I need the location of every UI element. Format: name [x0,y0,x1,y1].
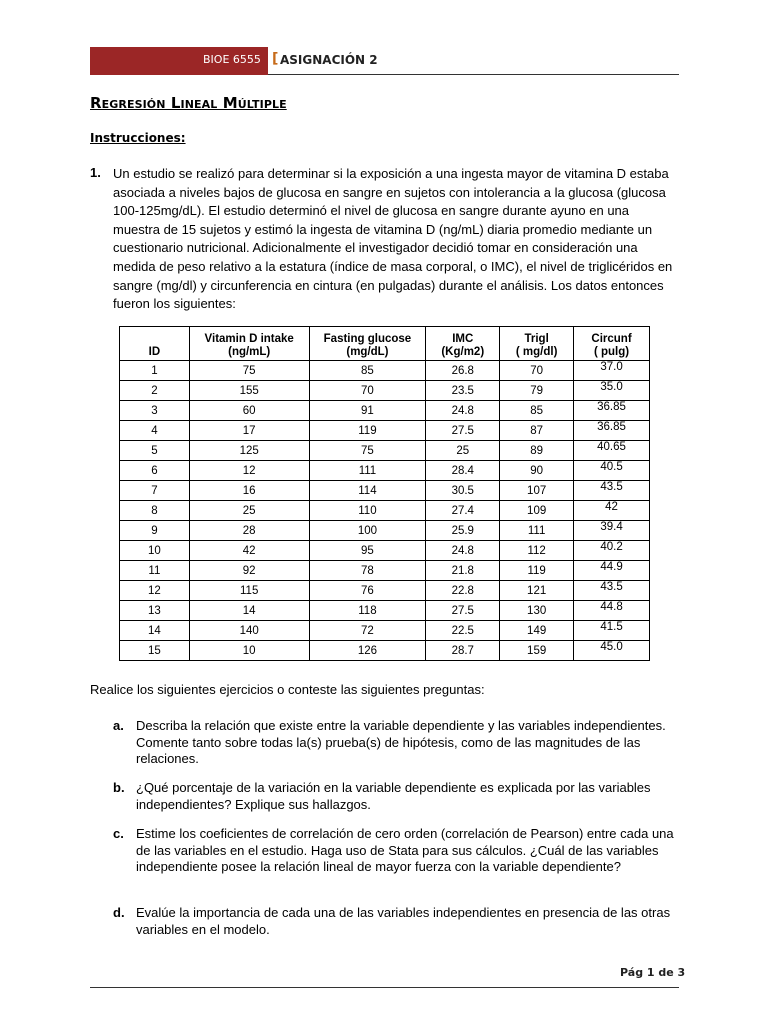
table-cell: 4 [120,421,190,441]
table-cell: 43.5 [574,581,650,601]
table-cell: 91 [309,401,426,421]
document-title: Regresión Lineal Múltiple [90,94,287,112]
table-cell: 14 [189,601,309,621]
table-cell: 85 [309,361,426,381]
table-row [120,621,650,641]
page-number: Pág 1 de 3 [620,966,686,979]
course-code: BIOE 6555 [203,53,261,66]
header-imc: IMC (Kg/m2) [426,327,500,361]
table-cell: 70 [309,381,426,401]
table-row [120,581,650,601]
table-cell: 28 [189,521,309,541]
header-circunf: Circunf ( pulg) [574,327,650,361]
header-vitamin-d: Vitamin D intake (ng/mL) [189,327,309,361]
table-cell: 9 [120,521,190,541]
table-cell: 25 [189,501,309,521]
item-b-label: b. [113,780,125,795]
table-cell: 112 [500,541,574,561]
table-cell: 5 [120,441,190,461]
header-id: ID [120,327,190,361]
table-cell: 41.5 [574,621,650,641]
table-cell: 11 [120,561,190,581]
exercises-lead: Realice los siguientes ejercicios o conteste las siguientes preguntas: [90,682,485,697]
table-cell: 12 [189,461,309,481]
table-row [120,641,650,661]
table-cell: 100 [309,521,426,541]
table-cell: 126 [309,641,426,661]
table-row [120,441,650,461]
table-cell: 60 [189,401,309,421]
table-cell: 16 [189,481,309,501]
header-trigl: Trigl ( mg/dl) [500,327,574,361]
table-cell: 35.0 [574,381,650,401]
table-cell: 15 [120,641,190,661]
table-cell: 40.65 [574,441,650,461]
table-cell: 27.5 [426,601,500,621]
table-row [120,421,650,441]
header-fasting-glucose: Fasting glucose (mg/dL) [309,327,426,361]
table-cell: 115 [189,581,309,601]
table-cell: 14 [120,621,190,641]
table-cell: 76 [309,581,426,601]
table-cell: 27.5 [426,421,500,441]
table-cell: 44.9 [574,561,650,581]
table-cell: 7 [120,481,190,501]
table-cell: 89 [500,441,574,461]
table-row [120,461,650,481]
table-cell: 159 [500,641,574,661]
table-row [120,501,650,521]
table-cell: 8 [120,501,190,521]
table-row [120,561,650,581]
table-cell: 155 [189,381,309,401]
table-cell: 125 [189,441,309,461]
item-a-label: a. [113,718,124,733]
table-cell: 42 [189,541,309,561]
table-row [120,401,650,421]
table-cell: 95 [309,541,426,561]
table-cell: 40.5 [574,461,650,481]
table-cell: 75 [189,361,309,381]
table-cell: 28.4 [426,461,500,481]
header-rule [268,74,679,75]
table-cell: 6 [120,461,190,481]
table-row [120,381,650,401]
table-cell: 92 [189,561,309,581]
table-cell: 36.85 [574,421,650,441]
table-cell: 121 [500,581,574,601]
table-cell: 110 [309,501,426,521]
item-c-text: Estime los coeficientes de correlación de cero orden (correlación de Pearson) entre cada una de las variables en el estudio. Haga uso de Stata para sus cálculos. ¿Cuál de las variables independiente posee la relación lineal de mayor fuerza con la variable dependiente? [136,826,674,874]
table-cell: 114 [309,481,426,501]
table-row [120,601,650,621]
item-b-text: ¿Qué porcentaje de la variación en la variable dependiente es explicada por las variables independientes? Explique sus hallazgos. [136,780,651,812]
item-d-text: Evalúe la importancia de cada una de las variables independientes en presencia de las otras variables en el modelo. [136,905,671,937]
instructions-label: Instrucciones: [90,131,186,145]
assignment-title: ASIGNACIÓN 2 [280,53,378,67]
table-row [120,481,650,501]
table-header-row [120,327,650,361]
table-cell: 109 [500,501,574,521]
table-cell: 140 [189,621,309,641]
table-cell: 10 [189,641,309,661]
table-cell: 24.8 [426,401,500,421]
table-cell: 70 [500,361,574,381]
table-cell: 40.2 [574,541,650,561]
table-cell: 85 [500,401,574,421]
table-cell: 22.8 [426,581,500,601]
table-cell: 149 [500,621,574,641]
table-cell: 17 [189,421,309,441]
table-row [120,361,650,381]
table-cell: 25 [426,441,500,461]
table-cell: 119 [309,421,426,441]
table-cell: 111 [500,521,574,541]
item-d-label: d. [113,905,125,920]
table-cell: 13 [120,601,190,621]
table-cell: 72 [309,621,426,641]
table-cell: 119 [500,561,574,581]
table-cell: 21.8 [426,561,500,581]
table-cell: 22.5 [426,621,500,641]
table-cell: 10 [120,541,190,561]
table-cell: 24.8 [426,541,500,561]
table-cell: 27.4 [426,501,500,521]
table-cell: 39.4 [574,521,650,541]
item-c-label: c. [113,826,124,841]
table-cell: 87 [500,421,574,441]
table-cell: 44.8 [574,601,650,621]
table-cell: 111 [309,461,426,481]
table-cell: 1 [120,361,190,381]
table-cell: 43.5 [574,481,650,501]
table-cell: 36.85 [574,401,650,421]
table-cell: 90 [500,461,574,481]
header-bracket: [ [272,51,279,67]
table-row [120,541,650,561]
table-cell: 28.7 [426,641,500,661]
table-cell: 23.5 [426,381,500,401]
table-cell: 118 [309,601,426,621]
table-cell: 78 [309,561,426,581]
item-a-text: Describa la relación que existe entre la variable dependiente y las variables independientes. Comente tanto sobre todas la(s) prueba(s) de hipótesis, como de las magnitudes de las relaciones. [136,718,666,766]
table-cell: 12 [120,581,190,601]
table-cell: 25.9 [426,521,500,541]
table-cell: 45.0 [574,641,650,661]
question-number: 1. [90,165,101,180]
data-table [119,326,650,661]
footer-rule [90,987,679,988]
question-text: Un estudio se realizó para determinar si la exposición a una ingesta mayor de vitamina D estaba asociada a niveles bajos de glucosa en sangre en sujetos con intolerancia a la glucosa (glucosa 100-125mg/dL). El estudio determinó el nivel de glucosa en sangre durante ayuno en una muestra de 15 sujetos y estimó la ingesta de vitamina D (ng/mL) diaria promedio mediante un cuestionario nutricional. Adicionalmente el investigador decidió tomar en consideración una medida de peso relativo a la estatura (índice de masa corporal, o IMC), el nivel de triglicéridos en sangre (mg/dl) y circunferencia en cintura (en pulgadas) durante el análisis. Los datos entonces fueron los siguientes: [113,166,673,312]
table-cell: 42 [574,501,650,521]
table-cell: 130 [500,601,574,621]
table-cell: 75 [309,441,426,461]
table-cell: 107 [500,481,574,501]
table-cell: 37.0 [574,361,650,381]
table-cell: 26.8 [426,361,500,381]
table-cell: 2 [120,381,190,401]
table-cell: 79 [500,381,574,401]
table-cell: 3 [120,401,190,421]
table-row [120,521,650,541]
table-cell: 30.5 [426,481,500,501]
